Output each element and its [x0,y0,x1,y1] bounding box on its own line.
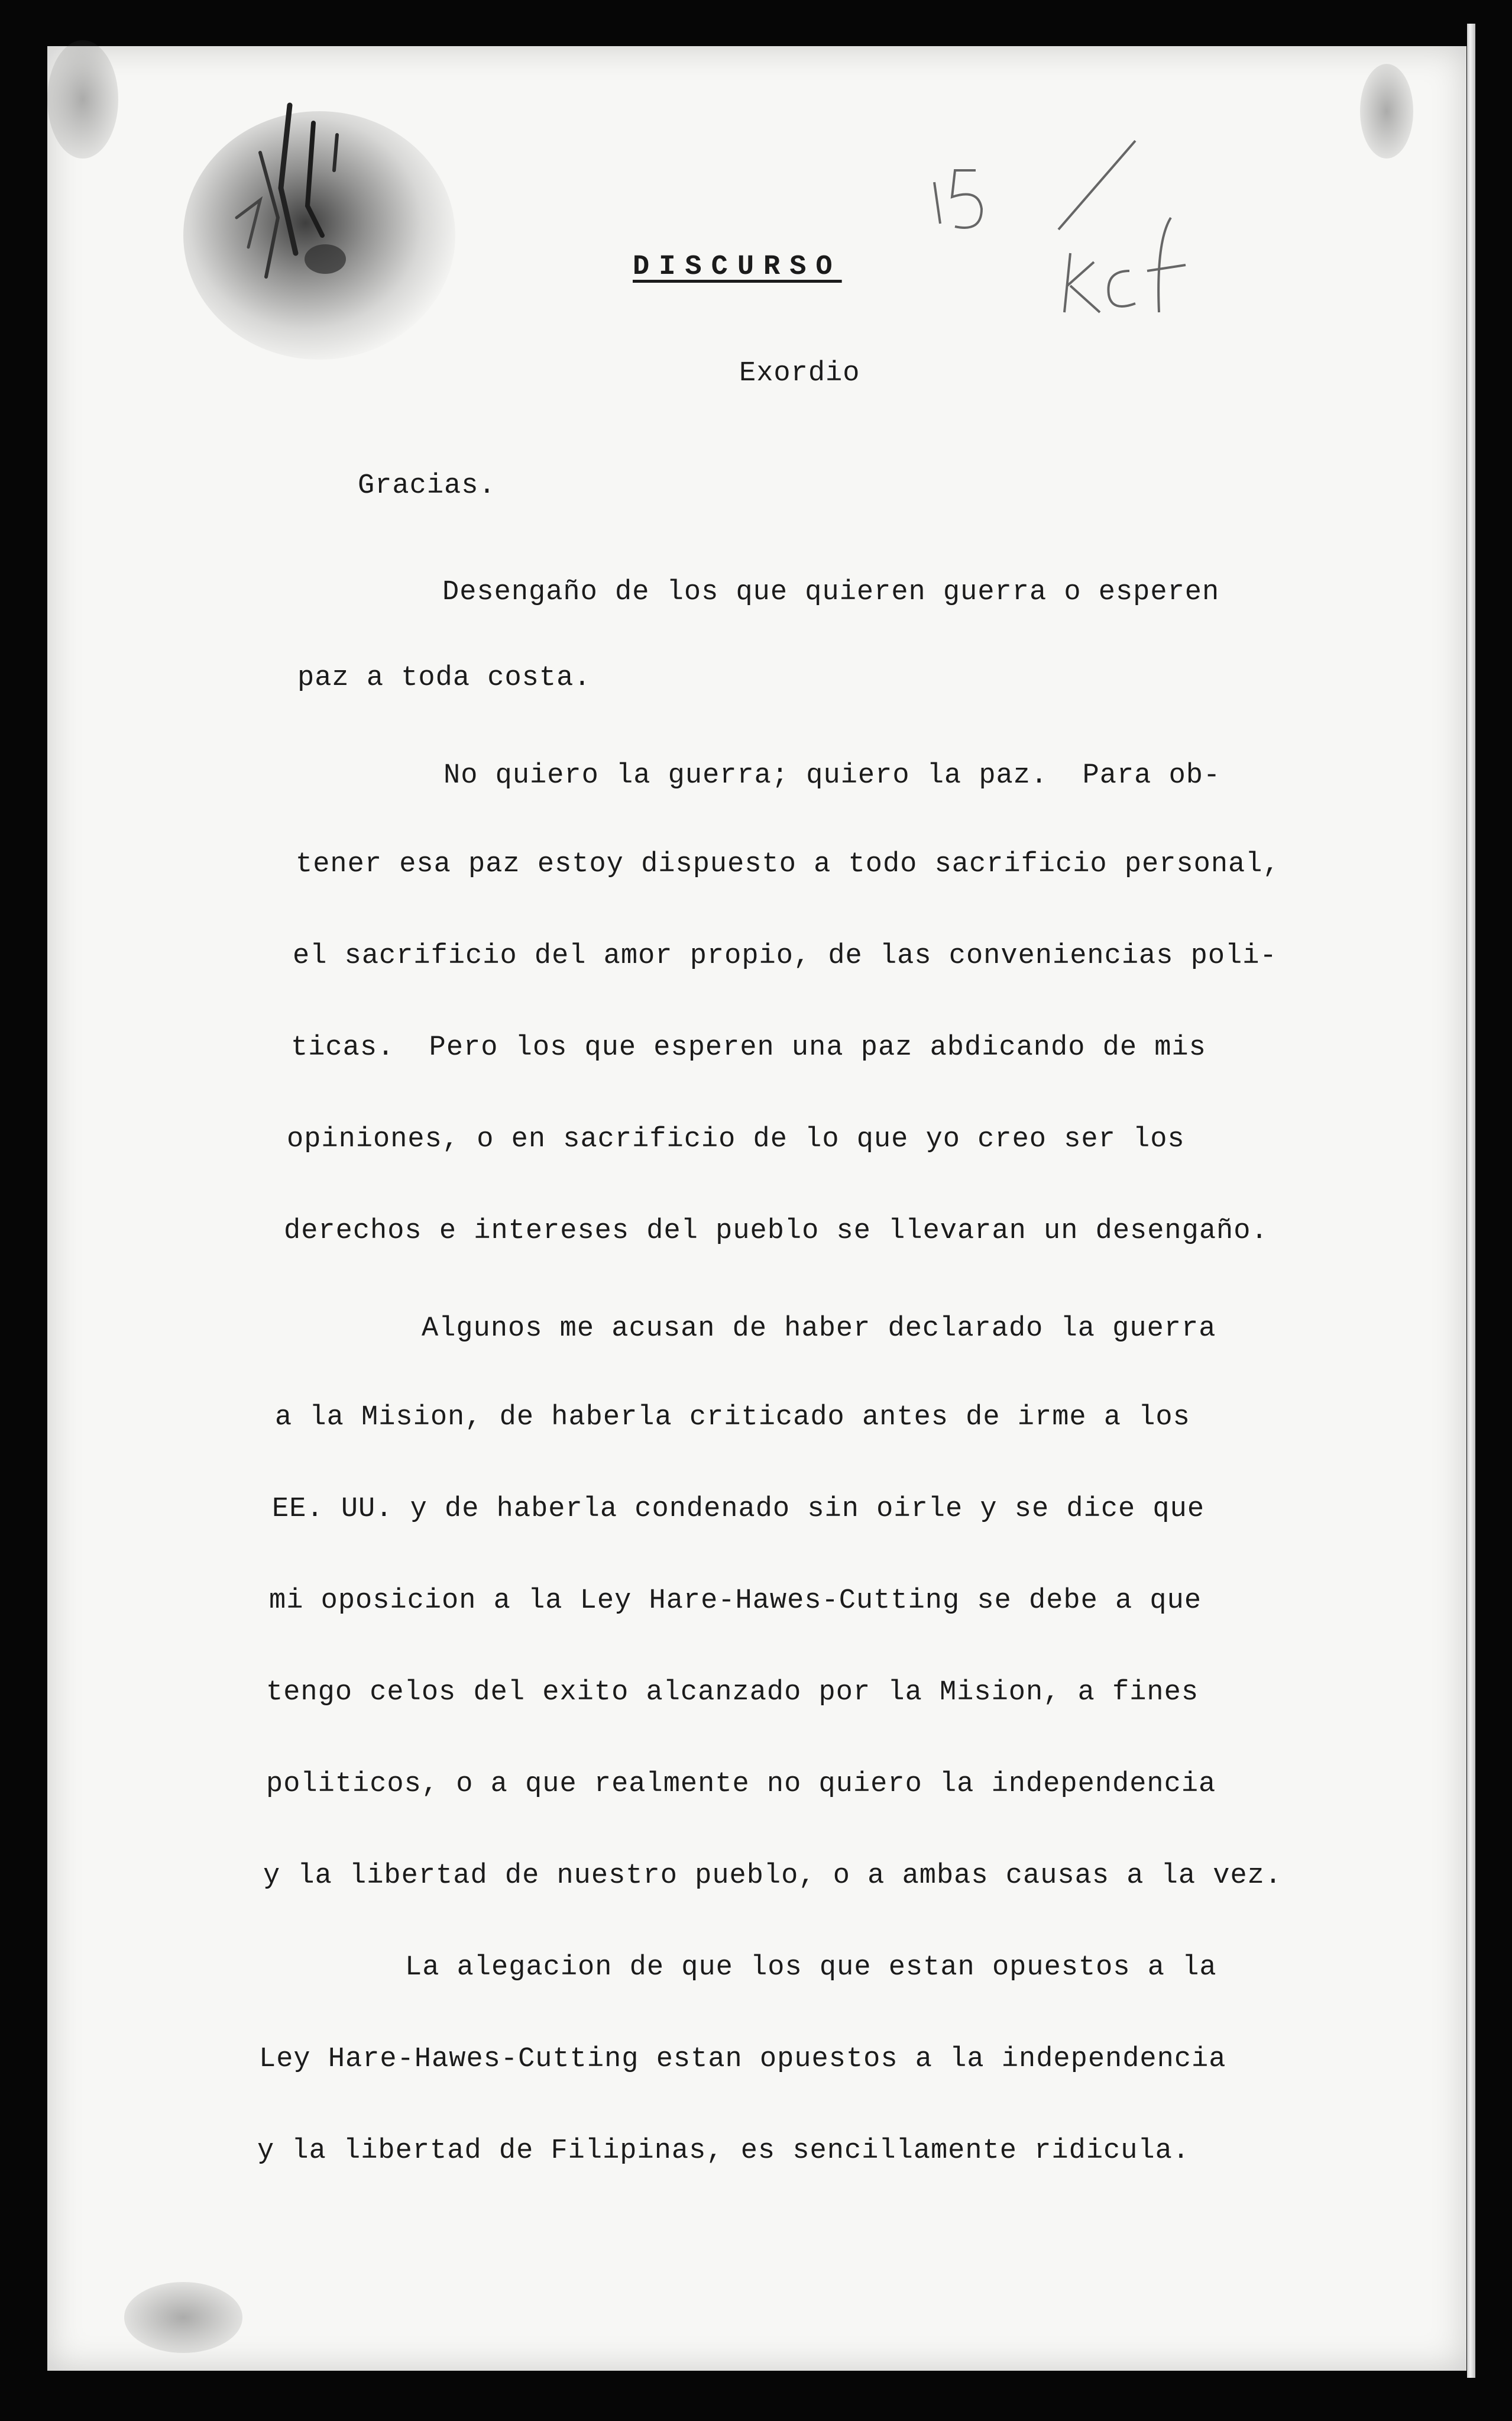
document-title: DISCURSO [633,251,842,283]
body-line: politicos, o a que realmente no quiero la independencia [266,1769,1216,1800]
page-edge [1467,24,1475,2378]
body-line: Desengaño de los que quieren guerra o esperen [442,577,1220,608]
bottom-smudge [124,2282,242,2353]
ink-scratch-marks [225,99,449,324]
document-subtitle: Exordio [739,358,860,389]
body-line: y la libertad de nuestro pueblo, o a ambas causas a la vez. [263,1860,1283,1892]
body-line: opiniones, o en sacrificio de lo que yo creo ser los [287,1124,1185,1155]
body-line: La alegacion de que los que estan opuestos a la [405,1952,1217,1983]
body-line: tengo celos del exito alcanzado por la Mision, a fines [266,1677,1199,1708]
body-line: paz a toda costa. [297,662,591,694]
body-line: No quiero la guerra; quiero la paz. Para ob- [443,760,1221,791]
document-page [47,46,1466,2371]
body-line: derechos e intereses del pueblo se llevaran un desengaño. [284,1216,1268,1247]
body-line: EE. UU. y de haberla condenado sin oirle y se dice que [272,1494,1205,1525]
body-line: el sacrificio del amor propio, de las conveniencias poli- [293,940,1277,972]
greeting-line: Gracias. [358,470,496,502]
handwritten-annotation [922,135,1230,348]
corner-smudge [47,40,118,159]
body-line: mi oposicion a la Ley Hare-Hawes-Cutting se debe a que [269,1585,1202,1617]
corner-smudge [1360,64,1413,159]
body-line: y la libertad de Filipinas, es sencillamente ridicula. [257,2135,1190,2167]
body-line: ticas. Pero los que esperen una paz abdicando de mis [291,1032,1206,1064]
body-line: tener esa paz estoy dispuesto a todo sacrificio personal, [296,849,1280,880]
body-line: a la Mision, de haberla criticado antes de irme a los [275,1402,1190,1433]
body-line: Ley Hare-Hawes-Cutting estan opuestos a la independencia [259,2044,1226,2075]
body-line: Algunos me acusan de haber declarado la guerra [422,1313,1216,1344]
